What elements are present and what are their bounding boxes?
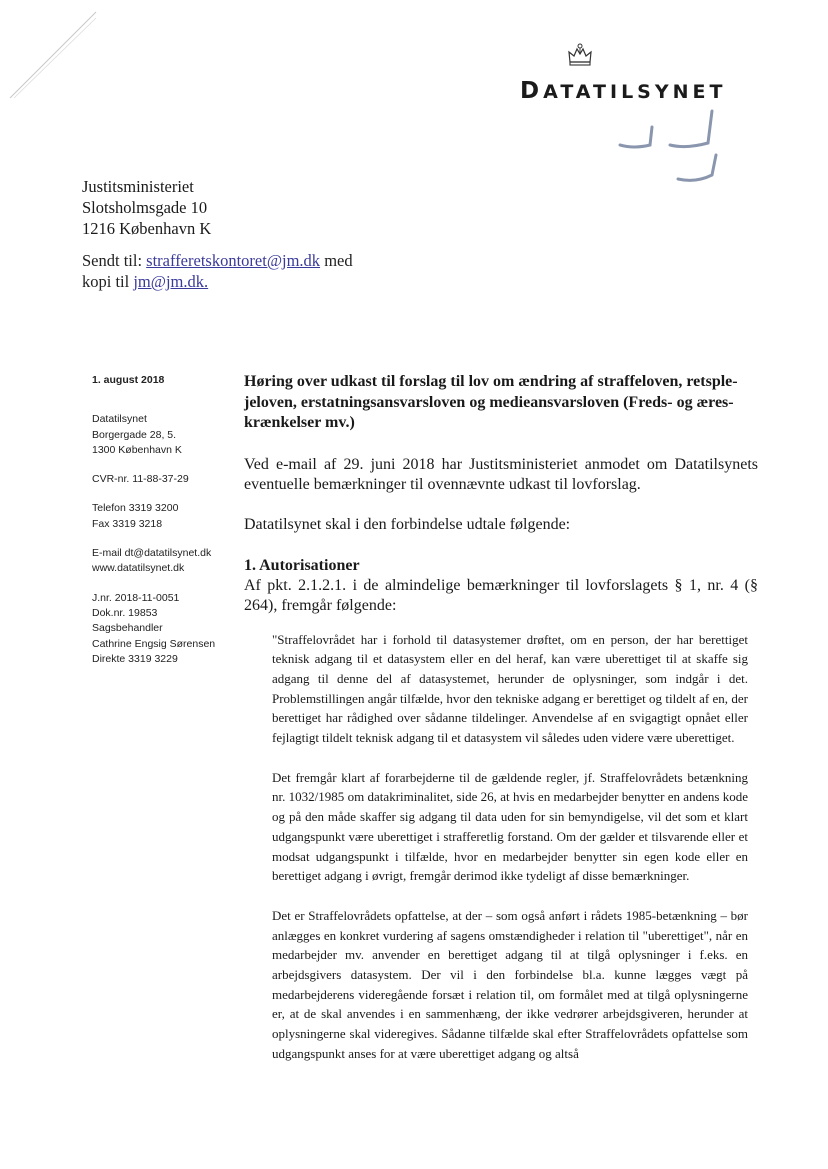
quote-paragraph-2: Det fremgår klart af forarbejderne til de gældende regler, jf. Straffelovrådets betænkning nr. 1032/1985 om datakriminalitet, side 26, at hvis en medarbejder benytter en andens kode og på den måde skaffer sig adgang til data uden for sin bemyndigelse, vil det som et klart udgangspunkt være uberettiget i strafferetlig forstand. Om der gælder et tilsvarende eller et modsat udgangspunkt i tilfælde, hvor en medarbejder benytter sin egen kode eller en berettiget adgang i øvrigt, fremgår derimod ikke tydeligt af disse bemærkninger.	[272, 769, 748, 884]
statement-paragraph: Datatilsynet skal i den forbindelse udtale følgende:	[244, 515, 571, 533]
sender-website: www.datatilsynet.dk	[92, 562, 185, 575]
intro-paragraph: Ved e-mail af 29. juni 2018 har Justitsministeriet anmodet om Datatilsynets eventuelle bemærkninger til ovennævnte udkast til lovforslag.	[244, 455, 758, 493]
scan-corner-line	[8, 10, 98, 100]
sidebar-info	[92, 373, 242, 667]
letter-body	[244, 372, 758, 1084]
document-number: Dok.nr. 19853	[92, 606, 158, 619]
phone-number: Telefon 3319 3200	[92, 502, 179, 515]
case-handler-name: Cathrine Engsig Sørensen	[92, 637, 216, 650]
crown-icon	[566, 42, 594, 68]
quote-paragraph-1: "Straffelovrådet har i forhold til datasystemer drøftet, om en person, der har berettiget teknisk adgang til et datasystem eller en del heraf, kan være uberettiget til at skaffe sig adgang til denne del af datasystemet, herunder de oplysninger, som indgår i det. Problemstillingen angår tilfælde, hvor den tekniske adgang er berettiget og tildelt af en, der berettiget har rådighed over sådanne tildelinger. Anvendelse af en svigagtigt opnået eller fejlagtigt tildelt teknisk adgang til et datasystem vil således uden videre være uberettiget.	[272, 631, 748, 746]
journal-number: J.nr. 2018-11-0051	[92, 591, 180, 604]
direct-phone: Direkte 3319 3229	[92, 652, 178, 665]
section-heading: 1. Autorisationer	[244, 556, 360, 574]
quote-paragraph-3: Det er Straffelovrådets opfattelse, at der – som også anført i rådets 1985-betænkning – bør anlægges en konkret vurdering af sagens omstændigheder i relation til "uberettiget", når en medarbejder mv. anvender en berettiget adgang til at tilgå oplysninger i f.eks. en arbejdsgivers datasystem. Der vil i den forbindelse bl.a. kunne lægges vægt på medarbejderens videregående forsæt i relation til, om formålet med at tilgå oplysningerne er, at de skal anvendes i en sammenhæng, der ikke vedrører arbejdsgiveren, herunder at oplysningerne skal videregives. Sådanne tilfælde skal efter Straffelovrådets opfattelse som udgangspunkt anses for at være uberettiget adgang og altså	[272, 907, 748, 1061]
recipient-city: 1216 København K	[82, 219, 212, 238]
letter-subject: Høring over udkast til forslag til lov om ændring af straffeloven, retsple-jeloven, erstatningsansvarsloven og medieansvarsloven (Freds- og æres-krænkelser mv.)	[244, 373, 738, 431]
email-link-strafferet[interactable]: strafferetskontoret@jm.dk	[146, 251, 321, 270]
sender-org: Datatilsynet	[92, 413, 147, 426]
email-link-jm[interactable]: jm@jm.dk.	[133, 272, 209, 291]
send-to-block: Sendt til: strafferetskontoret@jm.dk med kopi til jm@jm.dk.	[82, 251, 353, 291]
handwritten-marks	[612, 105, 732, 187]
section-intro: Af pkt. 2.1.2.1. i de almindelige bemærkninger til lovforslagets § 1, nr. 4 (§ 264), fremgår følgende:	[244, 576, 758, 614]
cvr-number: CVR-nr. 11-88-37-29	[92, 473, 189, 486]
letter-date: 1. august 2018	[92, 374, 165, 386]
sender-city: 1300 København K	[92, 443, 182, 456]
recipient-address	[82, 176, 211, 239]
sender-street: Borgergade 28, 5.	[92, 428, 177, 441]
recipient-name: Justitsministeriet	[82, 177, 194, 196]
recipient-street: Slotsholmsgade 10	[82, 198, 208, 217]
sender-email: E-mail dt@datatilsynet.dk	[92, 547, 212, 560]
quoted-text	[272, 630, 748, 1064]
brand-wordmark: DATATILSYNET	[520, 78, 727, 104]
fax-number: Fax 3319 3218	[92, 517, 163, 530]
case-handler-label: Sagsbehandler	[92, 622, 163, 635]
